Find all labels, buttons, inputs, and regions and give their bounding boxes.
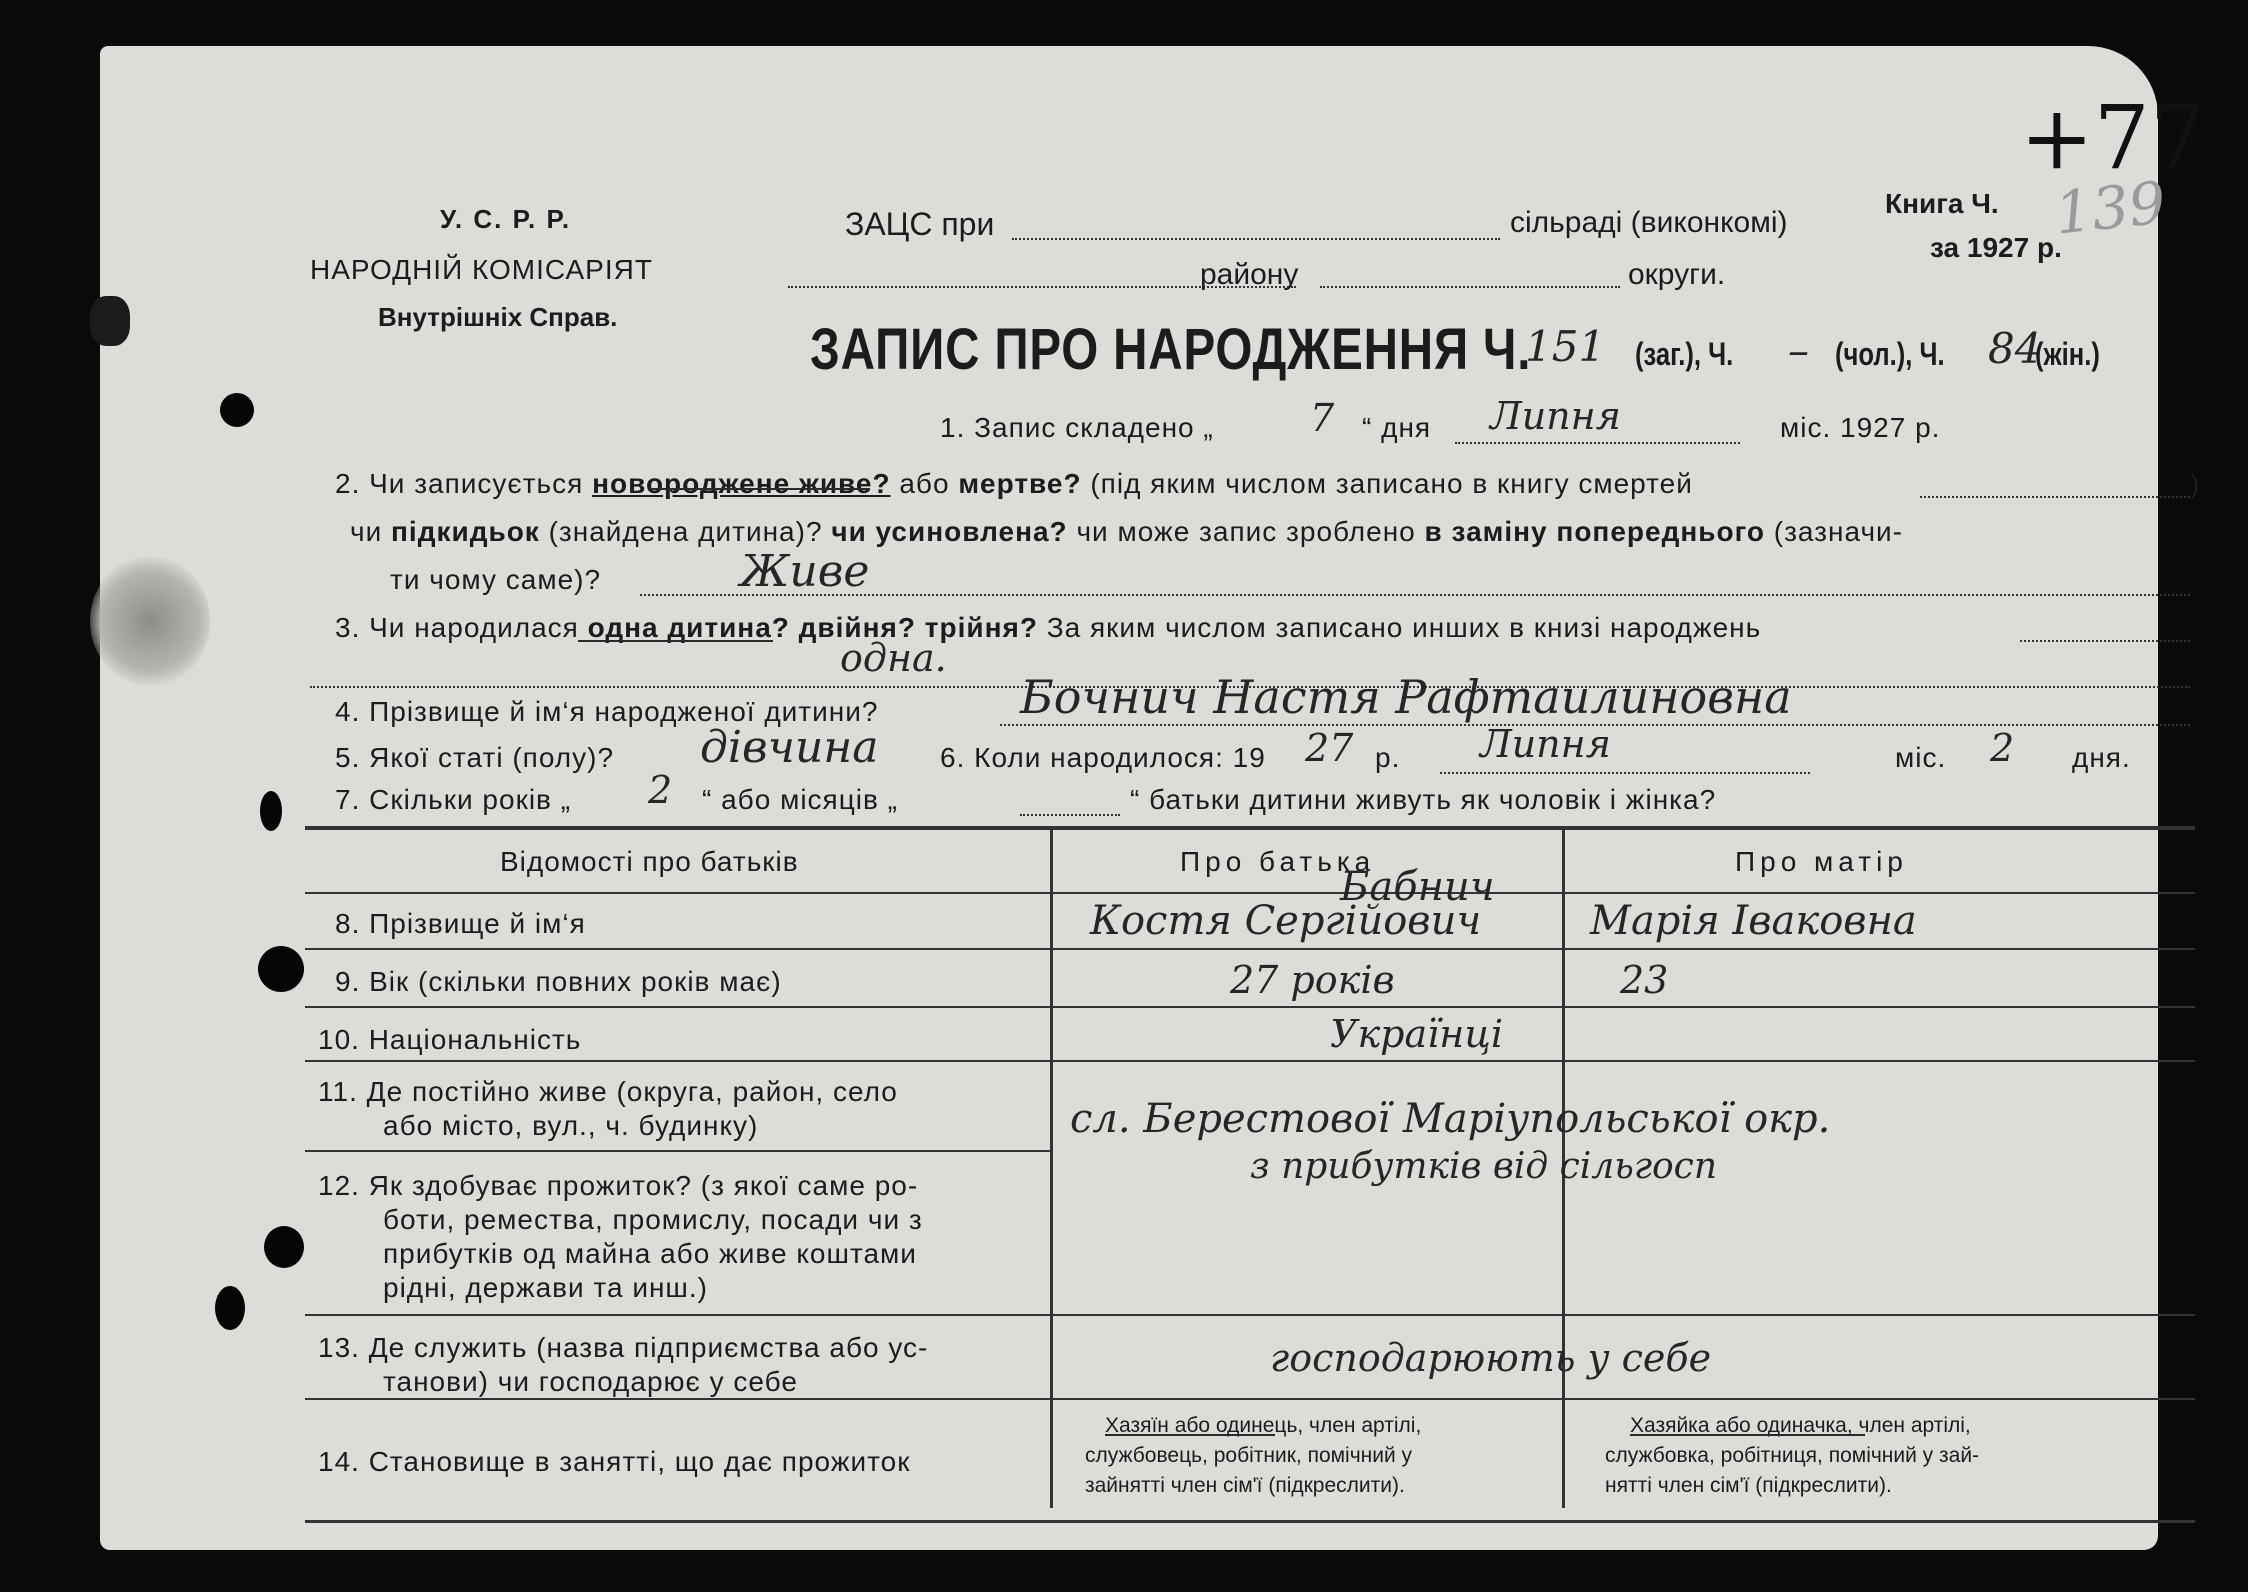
row8-label: 8. Прізвище й ім‘я: [335, 908, 586, 939]
q6-mis: міс.: [1895, 742, 1947, 773]
rayon-label: району: [1200, 258, 1299, 291]
q6-month-field: [1440, 772, 1810, 774]
row12-label-3: прибутків од майна або живе коштами: [383, 1238, 917, 1269]
record-female-number: 84: [1988, 324, 2042, 373]
birth-record-form: [100, 46, 2206, 1550]
record-male-number: –: [1788, 326, 1809, 375]
q2-death-field: [1920, 496, 2190, 498]
old-page-number: 139: [2051, 168, 2169, 248]
q7-months-field: [1020, 814, 1120, 816]
table-top-border: [305, 826, 2195, 830]
q1-month: Липня: [1490, 394, 1621, 438]
row9-label: 9. Вік (скільки повних років має): [335, 966, 782, 997]
q3-answer: одна.: [840, 636, 947, 680]
father-surname: Бабнич: [1340, 864, 1495, 910]
q2-line1: 2. Чи записується новороджене живе? або мертве? (під яким числом записано в книгу смертей: [335, 468, 1693, 499]
q2-line1-end: ): [2190, 468, 2201, 499]
table-row-border: [305, 1006, 2195, 1008]
q2-answer-field: [640, 594, 2190, 596]
book-label: Книга Ч.: [1885, 188, 1999, 219]
q1-suffix: міс. 1927 р.: [1780, 412, 1941, 443]
table-row-border: [305, 1060, 2195, 1062]
title-chol-label: (чол.), Ч.: [1835, 336, 1945, 372]
title-zag-label: (заг.), Ч.: [1635, 336, 1734, 372]
q3-book-field: [2020, 640, 2190, 642]
q6-day: 2: [1990, 726, 2015, 770]
table-header-info: Відомості про батьків: [500, 846, 799, 877]
row13-label-2: танови) чи господарює у себе: [383, 1366, 798, 1397]
row9-mother: 23: [1620, 958, 1669, 1002]
q7-part-a: 7. Скільки років „: [335, 784, 572, 815]
table-header-border: [305, 892, 2195, 894]
row14-mother-1: Хазяйка або одиначка, член артілі,: [1630, 1414, 1971, 1437]
zags-label: ЗАЦС при: [845, 206, 995, 242]
q6-dnya: дня.: [2072, 742, 2131, 773]
q6-r: р.: [1375, 742, 1401, 773]
q2-answer: Живе: [740, 546, 870, 597]
table-row-border: [305, 1314, 2195, 1316]
q7-years: 2: [648, 768, 673, 812]
q5-answer: дівчина: [700, 722, 879, 773]
q1-mid: “ дня: [1362, 412, 1432, 443]
okrug-label: округи.: [1628, 258, 1726, 291]
binding-hole: [264, 1226, 304, 1268]
q7-part-c: “ батьки дитини живуть як чоловік і жінка?: [1130, 784, 1717, 815]
q2-line3: ти чому саме)?: [390, 564, 602, 595]
binding-hole: [215, 1286, 245, 1330]
row8-mother: Марія Іваковна: [1590, 898, 1917, 944]
record-total-number: 151: [1525, 322, 1606, 371]
row14-father-2: службовець, робітник, помічний у: [1085, 1444, 1413, 1467]
table-row-border: [305, 1150, 1050, 1152]
title-zhin-label: (жін.): [2035, 336, 2100, 372]
ink-blot: [90, 296, 130, 346]
row10-label: 10. Національність: [318, 1024, 582, 1055]
q6-year: 27: [1305, 726, 1354, 770]
row11-label-1: 11. Де постійно живе (округа, район, село: [318, 1076, 898, 1107]
silradi-label: сільраді (виконкомі): [1510, 206, 1788, 239]
row13-both: господарюють у себе: [1270, 1336, 1712, 1380]
okrug-field: [1320, 286, 1620, 288]
underline-mark: [578, 640, 773, 642]
row13-label-1: 13. Де служить (назва підприємства або ус-: [318, 1332, 929, 1363]
row14-father-1: Хазяїн або одинець, член артілі,: [1105, 1414, 1422, 1437]
q4-label: 4. Прізвище й ім‘я народженої дитини?: [335, 696, 879, 727]
commissariat-label: НАРОДНІЙ КОМІСАРІЯТ: [310, 254, 653, 285]
q5-label: 5. Якої статі (полу)?: [335, 742, 615, 773]
q6-label: 6. Коли народилося: 19: [940, 742, 1266, 773]
q1-prefix: 1. Запис складено „: [940, 412, 1214, 443]
row8-father: Костя Сергійович: [1090, 898, 1482, 944]
q6-month: Липня: [1480, 722, 1611, 766]
row10-both: Українці: [1330, 1012, 1503, 1056]
page-number: +77: [2020, 86, 2206, 189]
q4-answer: Бочнич Настя Рафтаилиновна: [1020, 670, 1792, 724]
row11-label-2: або місто, вул., ч. будинку): [383, 1110, 759, 1141]
zags-field: [1012, 238, 1500, 240]
row14-father-3: зайнятті член сім'ї (підкреслити).: [1085, 1474, 1405, 1497]
binding-hole: [258, 946, 304, 992]
q2-line2: чи підкидьок (знайдена дитина)? чи усиновлена? чи може запис зроблено в заміну попереднього (зазначи-: [350, 516, 1903, 547]
row14-mother-2: службовка, робітниця, помічний у зай-: [1605, 1444, 1980, 1467]
binding-hole: [260, 791, 282, 831]
q1-month-field: [1455, 442, 1740, 444]
row14-label: 14. Становище в занятті, що дає прожиток: [318, 1446, 911, 1477]
row12-label-4: рідні, держави та инш.): [383, 1272, 708, 1303]
record-title: ЗАПИС ПРО НАРОДЖЕННЯ Ч.: [810, 317, 1532, 382]
state-label: У. С. Р. Р.: [440, 204, 572, 234]
table-row-border: [305, 1398, 2195, 1400]
commissariat-sub-label: Внутрішніх Справ.: [378, 302, 618, 332]
row14-mother-3: нятті член сім'ї (підкреслити).: [1605, 1474, 1892, 1497]
row9-father: 27 років: [1230, 958, 1395, 1002]
row11-both: сл. Берестової Маріупольської окр.: [1070, 1096, 1831, 1142]
table-bottom-border: [305, 1520, 2195, 1523]
underline-mark: [650, 488, 870, 490]
row12-label-2: боти, ремества, промислу, посади чи з: [383, 1204, 923, 1235]
underline-mark: [1105, 1434, 1275, 1436]
underline-mark: [1630, 1434, 1865, 1436]
table-divider-1: [1050, 828, 1053, 1508]
table-header-mother: Про матір: [1735, 846, 1908, 877]
q3-line: 3. Чи народилася одна дитина? двійня? трійня? За яким числом записано инших в книзі народжень: [335, 612, 1762, 643]
row12-label-1: 12. Як здобуває прожиток? (з якої саме ро-: [318, 1170, 919, 1201]
table-row-border: [305, 948, 2195, 950]
q1-day: 7: [1310, 396, 1335, 440]
row12-both: з прибутків від сільгосп: [1250, 1146, 1718, 1187]
binding-hole: [220, 393, 254, 427]
table-header-father: Про батька: [1180, 846, 1376, 877]
stain-mark: [90, 556, 210, 686]
book-year: за 1927 р.: [1930, 232, 2062, 263]
q7-part-b: “ або місяців „: [702, 784, 898, 815]
